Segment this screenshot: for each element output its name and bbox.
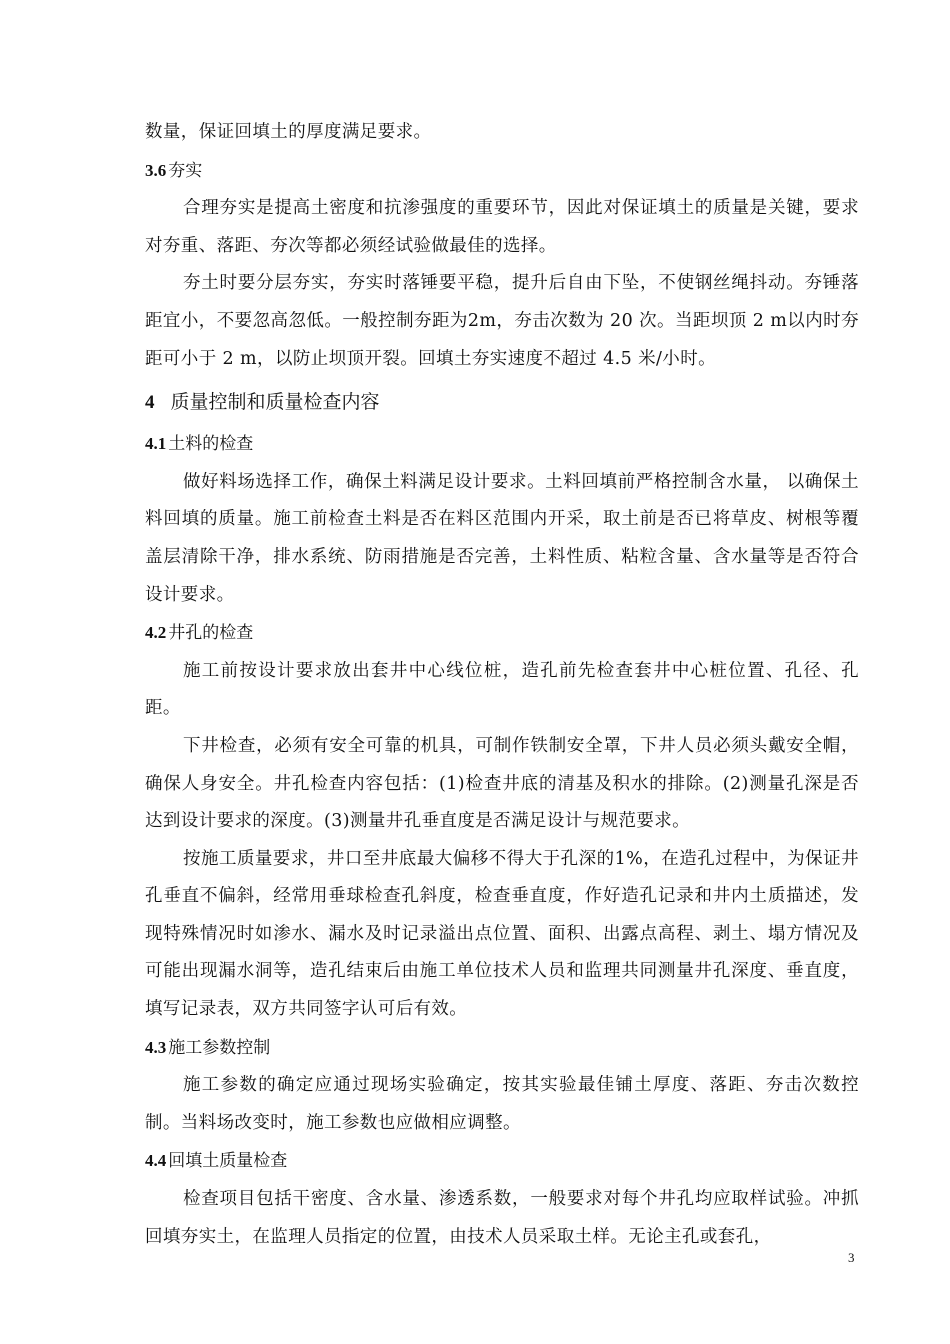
section-title: 井孔的检查 <box>168 623 254 644</box>
section-title: 回填土质量检查 <box>168 1151 288 1172</box>
paragraph-continued: 数量，保证回填土的厚度满足要求。 <box>145 122 432 142</box>
paragraph: 做好料场选择工作，确保土料满足设计要求。土料回填前严格控制含水量， 以确保土料回填的质量。施工前检查土料是否在料区范围内开采，取土前是否已将草皮、树根等覆盖层清除干净，排水系统、防雨措施是否完善，土料性质、粘粒含量、含水量等是否符合设计要求。 <box>145 471 859 605</box>
section-number: 4.4 <box>145 1151 167 1171</box>
section-title: 质量控制和质量检查内容 <box>170 391 380 414</box>
paragraph: 下井检查，必须有安全可靠的机具，可制作铁制安全罩，下井人员必须头戴安全帽，确保人身安全。井孔检查内容包括：(1)检查井底的清基及积水的排除。(2)测量孔深是否达到设计要求的深度。(3)测量井孔垂直度是否满足设计与规范要求。 <box>145 735 859 832</box>
section-number: 4.2 <box>145 623 167 643</box>
section-title: 施工参数控制 <box>168 1037 271 1058</box>
paragraph: 按施工质量要求，井口至井底最大偏移不得大于孔深的1%，在造孔过程中，为保证井孔垂直不偏斜，经常用垂球检查孔斜度，检查垂直度，作好造孔记录和井内土质描述，发现特殊情况时如渗水、漏水及时记录溢出点位置、面积、出露点高程、剥土、塌方情况及可能出现漏水洞等，造孔结束后由施工单位技术人员和监理共同测量井孔深度、垂直度，填写记录表，双方共同签字认可后有效。 <box>145 848 859 1020</box>
section-number: 4.1 <box>145 434 167 454</box>
section-4-2-heading <box>145 614 859 653</box>
section-4-heading <box>145 380 859 425</box>
section-number: 4 <box>145 392 155 414</box>
paragraph: 施工参数的确定应通过现场实验确定，按其实验最佳铺土厚度、落距、夯击次数控制。当料场改变时，施工参数也应做相应调整。 <box>145 1075 859 1133</box>
paragraph: 合理夯实是提高土密度和抗渗强度的重要环节，因此对保证填土的质量是关键，要求对夯重、落距、夯次等都必须经试验做最佳的选择。 <box>145 198 859 256</box>
section-4-1-heading <box>145 425 859 464</box>
page-number: 3 <box>848 1250 855 1265</box>
paragraph: 夯土时要分层夯实，夯实时落锤要平稳，提升后自由下坠，不使钢丝绳抖动。夯锤落距宜小，不要忽高忽低。一般控制夯距为2m，夯击次数为 20 次。当距坝顶 2 m以内时夯距可小于 2 m，以防止坝顶开裂。回填土夯实速度不超过 4.5 米/小时。 <box>145 273 859 369</box>
paragraph: 检查项目包括干密度、含水量、渗透系数，一般要求对每个井孔均应取样试验。冲抓回填夯实土，在监理人员指定的位置，由技术人员采取土样。无论主孔或套孔， <box>145 1189 859 1247</box>
section-title: 夯实 <box>168 160 203 181</box>
section-4-3-heading <box>145 1029 859 1068</box>
section-4-4-heading <box>145 1142 859 1181</box>
section-number: 4.3 <box>145 1037 167 1057</box>
page-body <box>145 114 859 1256</box>
section-number: 3.6 <box>145 160 167 180</box>
section-3-6-heading <box>145 152 859 191</box>
section-title: 土料的检查 <box>168 434 254 455</box>
paragraph: 施工前按设计要求放出套井中心线位桩，造孔前先检查套井中心桩位置、孔径、孔距。 <box>145 660 859 719</box>
